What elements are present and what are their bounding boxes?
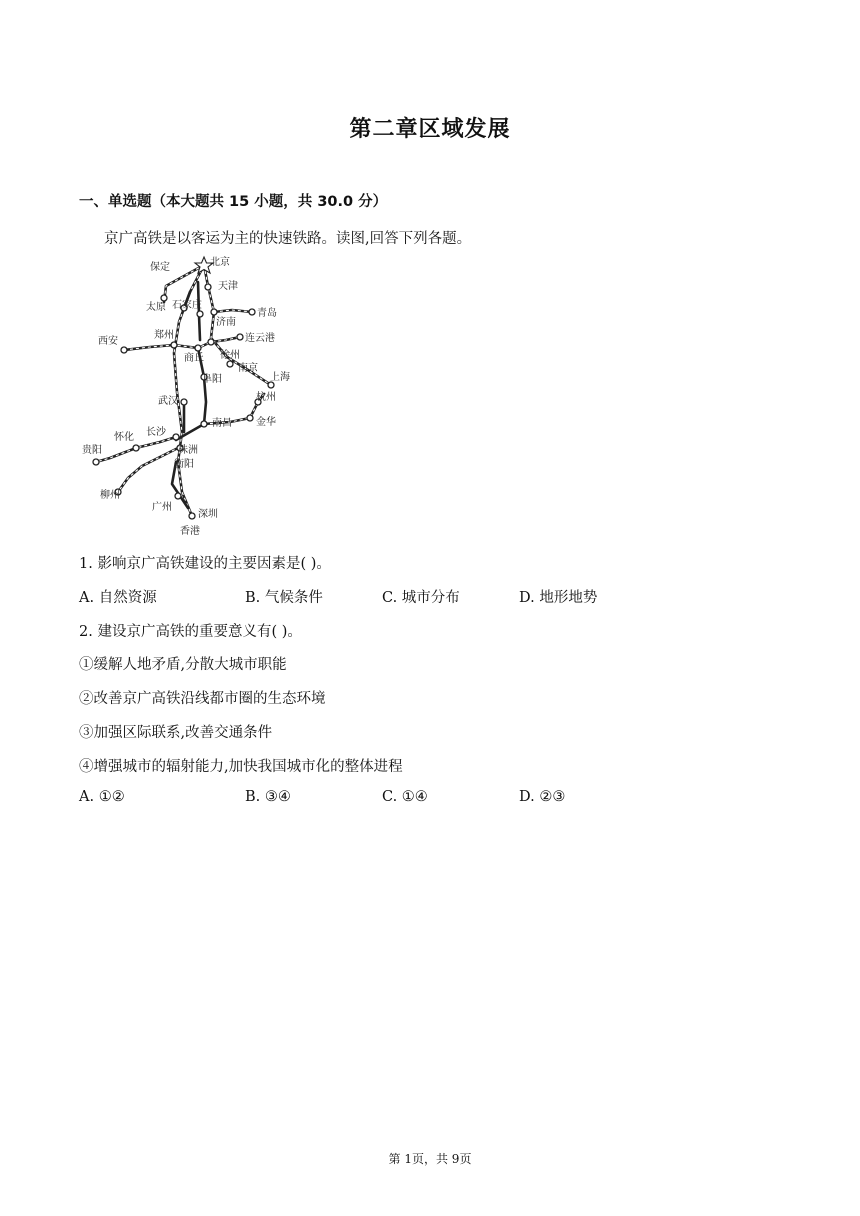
label-shijiazhuang: 石家庄 (172, 300, 202, 311)
q2-option-d[interactable]: D. ②③ (519, 789, 566, 805)
q2-statement-3: ③加强区际联系,改善交通条件 (79, 725, 273, 741)
q1-option-c[interactable]: C. 城市分布 (382, 590, 460, 606)
label-nanchang: 南昌 (212, 418, 232, 429)
q1-option-b[interactable]: B. 气候条件 (245, 590, 323, 606)
label-qingdao: 青岛 (257, 308, 277, 319)
q2-option-c[interactable]: C. ①④ (382, 789, 428, 805)
q2-option-b[interactable]: B. ③④ (245, 789, 291, 805)
label-guangzhou: 广州 (152, 502, 172, 513)
label-beijing: 北京 (210, 257, 230, 268)
label-hangzhou: 杭州 (256, 392, 276, 403)
railway-map (80, 252, 302, 538)
q2-option-a[interactable]: A. ①② (79, 789, 125, 805)
q1-option-d[interactable]: D. 地形地势 (519, 590, 598, 606)
label-xian: 西安 (98, 336, 118, 347)
label-xianggang: 香港 (180, 526, 200, 537)
label-liuzhou: 柳州 (100, 490, 120, 501)
label-hengyang: 衡阳 (174, 459, 194, 470)
section-heading: 一、单选题（本大题共 15 小题，共 30.0 分） (79, 194, 388, 210)
label-shenzhen: 深圳 (198, 509, 218, 520)
label-zhuzhou: 株洲 (178, 445, 198, 456)
label-nanjing: 南京 (238, 363, 258, 374)
label-lianyungang: 连云港 (245, 333, 275, 344)
question-1-stem: 1. 影响京广高铁建设的主要因素是( )。 (79, 556, 331, 572)
q1-option-a[interactable]: A. 自然资源 (79, 590, 157, 606)
label-zhengzhou: 郑州 (154, 330, 174, 341)
label-guiyang: 贵阳 (82, 445, 102, 456)
label-wuhan: 武汉 (158, 396, 178, 407)
label-shangqiu: 商丘 (184, 353, 204, 364)
page-footer: 第 1页，共 9页 (388, 1152, 472, 1166)
q2-statement-4: ④增强城市的辐射能力,加快我国城市化的整体进程 (79, 759, 403, 775)
label-xuzhou: 徐州 (220, 350, 240, 361)
page-title: 第二章区域发展 (349, 117, 511, 142)
q2-statement-2: ②改善京广高铁沿线都市圈的生态环境 (79, 691, 326, 707)
label-taiyuan: 太原 (146, 302, 166, 313)
label-changsha: 长沙 (146, 427, 166, 438)
city-markers (93, 257, 274, 519)
q2-statement-1: ①缓解人地矛盾,分散大城市职能 (79, 657, 287, 673)
city-labels (82, 255, 290, 537)
label-shanghai: 上海 (270, 372, 290, 383)
label-tianjin: 天津 (218, 281, 238, 292)
label-huaihua: 怀化 (114, 432, 134, 443)
label-baoding: 保定 (150, 262, 170, 273)
label-jinan: 济南 (216, 317, 236, 328)
question-2-stem: 2. 建设京广高铁的重要意义有( )。 (79, 624, 302, 640)
label-jinhua: 金华 (256, 417, 276, 428)
label-fuyang: 阜阳 (202, 374, 222, 385)
question-intro: 京广高铁是以客运为主的快速铁路。读图,回答下列各题。 (104, 231, 472, 247)
